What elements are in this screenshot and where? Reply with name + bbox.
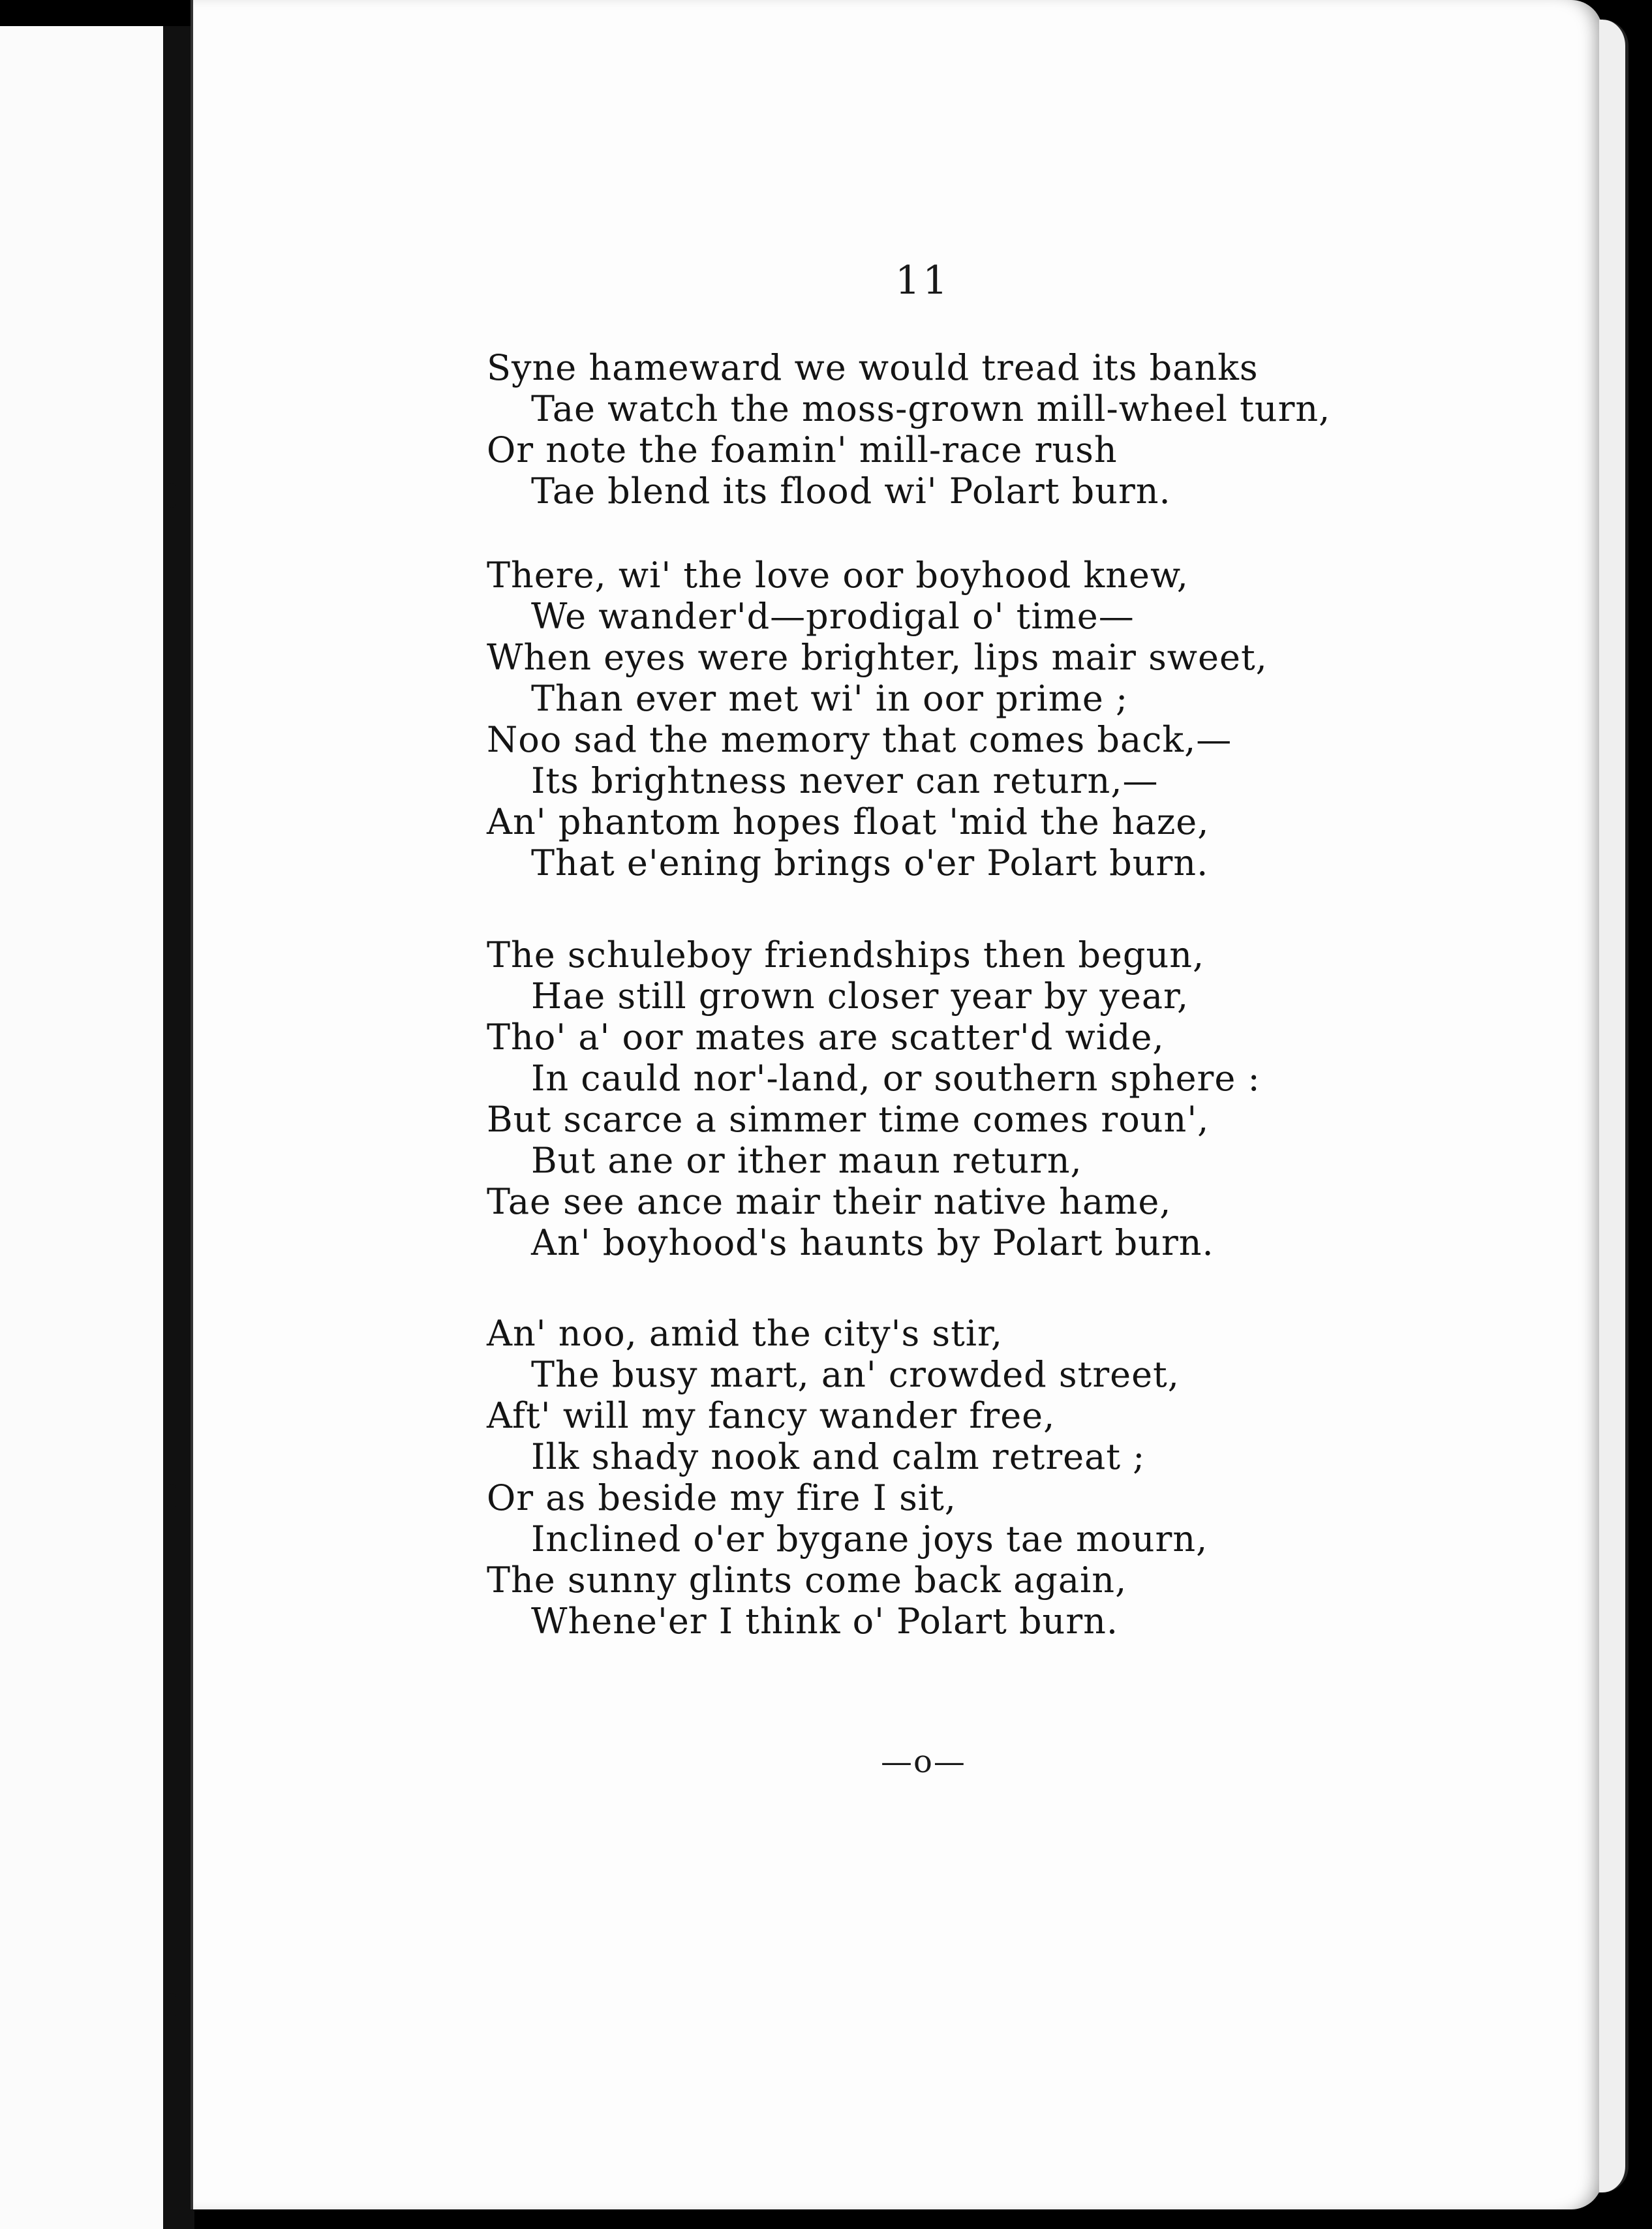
- stanza-1: [487, 347, 1330, 512]
- page-number: 11: [895, 258, 951, 303]
- page-edge: [1599, 20, 1629, 2192]
- poem-line: An' boyhood's haunts by Polart burn.: [531, 1222, 1214, 1263]
- poem-line: Aft' will my fancy wander free,: [487, 1395, 1056, 1436]
- poem-line: Or note the foamin' mill-race rush: [487, 429, 1118, 470]
- poem-line: In cauld nor'-land, or southern sphere :: [531, 1058, 1261, 1099]
- poem-line: Tae see ance mair their native hame,: [487, 1181, 1172, 1222]
- poem-line: The sunny glints come back again,: [487, 1560, 1127, 1601]
- poem-line: Than ever met wi' in oor prime ;: [531, 678, 1129, 719]
- section-ornament: —o—: [881, 1744, 966, 1780]
- stanza-4: [487, 1313, 1208, 1642]
- poem-line: Noo sad the memory that comes back,—: [487, 719, 1232, 760]
- poem-line: Its brightness never can return,—: [531, 760, 1159, 801]
- poem-line: Inclined o'er bygane joys tae mourn,: [531, 1518, 1208, 1560]
- stanza-3: [487, 934, 1261, 1263]
- binding-mark: [167, 1993, 176, 2018]
- poem-line: The busy mart, an' crowded street,: [531, 1354, 1180, 1395]
- poem-line: The schuleboy friendships then begun,: [487, 934, 1205, 976]
- book-gutter: [163, 26, 194, 2229]
- poem-line: Or as beside my fire I sit,: [487, 1477, 956, 1518]
- poem-line: There, wi' the love oor boyhood knew,: [487, 555, 1189, 596]
- poem-line: Hae still grown closer year by year,: [531, 976, 1189, 1017]
- poem-line: Whene'er I think o' Polart burn.: [531, 1601, 1119, 1642]
- poem-line: When eyes were brighter, lips mair sweet,: [487, 637, 1268, 678]
- poem-line: Tae watch the moss-grown mill-wheel turn,: [531, 388, 1331, 429]
- poem-line: We wander'd—prodigal o' time—: [531, 596, 1135, 637]
- binding-mark: [167, 483, 176, 508]
- book-page: [191, 0, 1602, 2209]
- poem-line: An' phantom hopes float 'mid the haze,: [487, 801, 1210, 842]
- poem-line: An' noo, amid the city's stir,: [487, 1313, 1003, 1354]
- poem-line: Tho' a' oor mates are scatter'd wide,: [487, 1017, 1165, 1058]
- poem-line: Tae blend its flood wi' Polart burn.: [531, 470, 1171, 512]
- poem-line: Ilk shady nook and calm retreat ;: [531, 1436, 1146, 1477]
- poem-line: Syne hameward we would tread its banks: [487, 347, 1259, 388]
- poem-line: But scarce a simmer time comes roun',: [487, 1099, 1210, 1140]
- facing-page: [0, 26, 166, 2229]
- poem-line: That e'ening brings o'er Polart burn.: [531, 842, 1209, 884]
- binding-mark: [167, 1484, 176, 1509]
- stanza-2: [487, 555, 1268, 884]
- poem-line: But ane or ither maun return,: [531, 1140, 1082, 1181]
